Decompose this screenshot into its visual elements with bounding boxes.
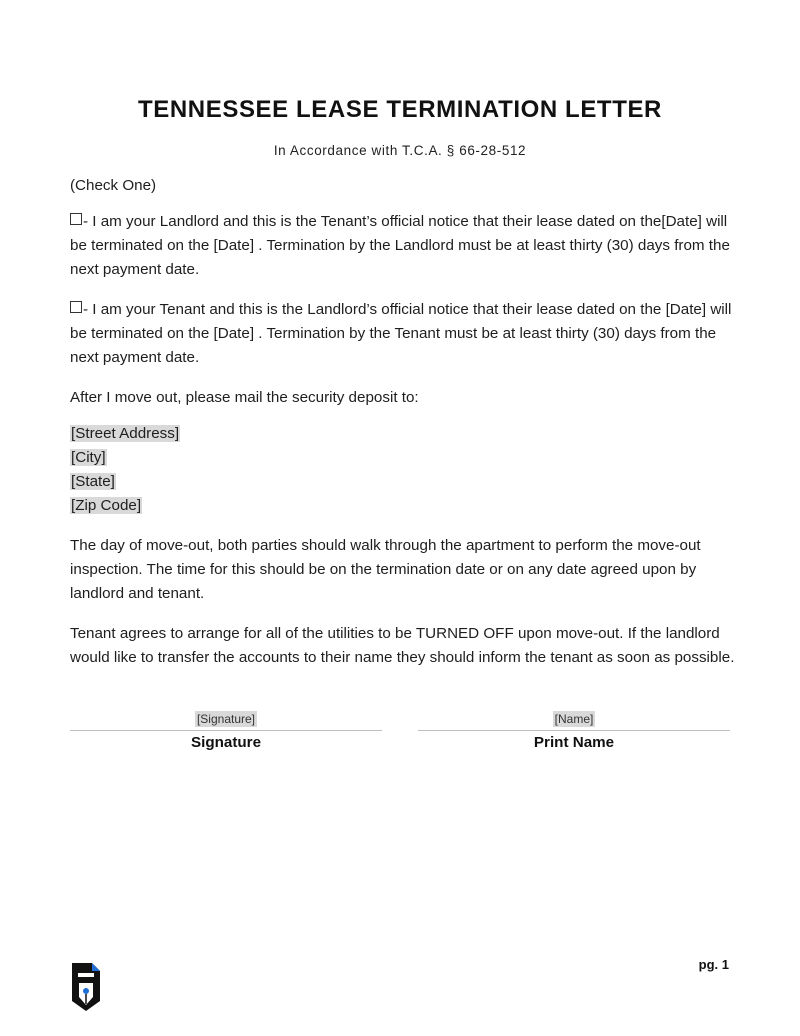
signature-line <box>70 730 382 731</box>
check-one-instruction: (Check One) <box>70 177 157 194</box>
tenant-option-paragraph <box>70 298 735 370</box>
landlord-option-text-3: . Termination by the Landlord must be at least thirty (30) days from the next payment date. <box>70 237 730 278</box>
tenant-termination-date: [Date] <box>213 325 255 342</box>
landlord-lease-date: [Date] <box>661 213 702 230</box>
print-name-line <box>418 730 730 731</box>
street-address-field[interactable]: [Street Address] <box>71 425 180 442</box>
landlord-checkbox[interactable] <box>70 213 82 225</box>
tenant-lease-date: [Date] <box>665 301 707 318</box>
landlord-option-text-2: will be terminated on the <box>70 213 728 254</box>
tenant-option-text-2: will be terminated on the <box>70 301 732 342</box>
print-name-field[interactable]: [Name] <box>554 712 594 726</box>
signature-label: Signature <box>190 734 262 751</box>
print-name-block <box>418 710 730 751</box>
tenant-option-text-1: - I am your Tenant and this is the Landlord’s official notice that their lease dated on the <box>83 301 666 318</box>
signature-field[interactable]: [Signature] <box>196 712 256 726</box>
document-subtitle: In Accordance with T.C.A. § 66-28-512 <box>273 143 527 158</box>
document-title: TENNESSEE LEASE TERMINATION LETTER <box>138 96 662 123</box>
page-number: pg. 1 <box>698 957 729 972</box>
state-field[interactable]: [State] <box>71 473 115 490</box>
moveout-inspection-paragraph: The day of move-out, both parties should walk through the apartment to perform the move-out inspection. The time for this should be on the termination date or on any date agreed upon by landlord and tenant. <box>70 537 701 602</box>
signature-block <box>70 710 382 751</box>
print-name-label: Print Name <box>533 734 615 751</box>
tenant-checkbox[interactable] <box>70 301 82 313</box>
tenant-option-text-3: . Termination by the Tenant must be at least thirty (30) days from the next payment date. <box>70 325 717 366</box>
landlord-termination-date: [Date] <box>213 237 255 254</box>
address-block <box>70 422 735 518</box>
pen-nib-logo-icon <box>70 961 104 1011</box>
city-field[interactable]: [City] <box>71 449 106 466</box>
landlord-option-paragraph <box>70 210 735 282</box>
zip-code-field[interactable]: [Zip Code] <box>71 497 142 514</box>
mail-deposit-instruction: After I move out, please mail the security deposit to: <box>70 389 419 406</box>
utilities-paragraph: Tenant agrees to arrange for all of the utilities to be TURNED OFF upon move-out. If the landlord would like to transfer the accounts to their name they should inform the tenant as soon as possible. <box>70 625 735 666</box>
landlord-option-text-1: - I am your Landlord and this is the Tenant’s official notice that their lease dated on the <box>83 213 662 230</box>
